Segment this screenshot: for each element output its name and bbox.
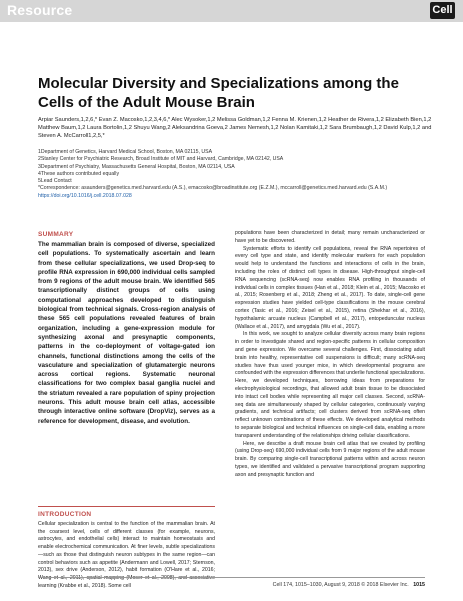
right-paragraph-1: populations have been characterized in detail; many remain uncharacterized or have yet to be discovered. [235,230,425,244]
right-paragraph-3: In this work, we sought to analyze cellular diversity across many brain regions in order to investigate shared and region-specific patterns in cellular composition and gene expression. We overcame several challenges. First, dissociating adult brain into healthy, representative cell suspensions is difficult; many scRNA-seq studies have thus used younger mice, in which developmental programs are confounded with the expression differences that underlie functional specializations. Here, we developed techniques, borrowing ideas from preparations for electrophysiological recordings, that allowed adult brain tissue to be dissociated into intact cell bodies while representing all major cell classes. Second, scRNA-seq data are simultaneously shaped by cellular categories, continuously varying gradients, and technical artifacts; cell clusters derived from scRNA-seq often reflect unknown combinations of these effects. We developed analytical methods to separate biological and technical influences on single-cell data, enabling a more transparent understanding of the relationships driving cellular classifications. [235,331,425,439]
affiliation-1: 1Department of Genetics, Harvard Medical School, Boston, MA 02115, USA [38,149,213,155]
page-footer [273,582,425,588]
affiliation-4: 4These authors contributed equally [38,170,120,177]
article-title: Molecular Diversity and Specializations among the Cells of the Adult Mouse Brain [38,75,399,111]
correspondence: *Correspondence: asaunders@genetics.med.harvard.edu (A.S.), emacosko@broadinstitute.org (E.Z.M.), mccarroll@genetics.med.harvard.edu (S.A.M.) [38,185,388,192]
affiliation-5: 5Lead Contact [38,178,72,185]
summary-heading: SUMMARY [38,231,74,238]
introduction-heading: INTRODUCTION [38,511,92,518]
affiliation-2: 2Stanley Center for Psychiatric Research, Broad Institute of MIT and Harvard, Cambridge, MA 02142, USA [38,156,284,163]
journal-logo: Cell [430,2,455,19]
footer-rule [38,577,425,578]
section-label: Resource [7,2,73,18]
section-divider [38,506,215,507]
doi-link[interactable]: https://doi.org/10.1016/j.cell.2018.07.028 [38,192,132,199]
page-number: 1015 [413,582,425,588]
affiliation-3: 3Department of Psychiatry, Massachusetts General Hospital, Boston, MA 02114, USA [38,163,235,170]
right-paragraph-2: Systematic efforts to identify cell populations, reveal the RNA repertoires of every cell type and state, and identify molecular markers for each population would help to understand the functions and interactions of cells in the brain, including the roles of distinct cell types in disease. High-throughput single-cell RNA sequencing (scRNA-seq) now enables RNA profiling in thousands of individual cells in complex tissues (Han et al., 2018; Klein et al., 2015; Macosko et al., 2015; Rosenberg et al., 2018; Zheng et al., 2017). To date, single-cell gene expression studies have yielded cell-type classifications in the mouse cerebral cortex (Tasic et al., 2016; Zeisel et al., 2015), retina (Shekhar et al., 2016), hypothalamic arcuate nucleus (Campbell et al., 2017), entopeduncular nucleus (Wallace et al., 2017), and amygdala (Wu et al., 2017). [235,245,425,330]
section-header-bar [0,0,463,22]
affiliations [38,149,438,200]
summary-text: The mammalian brain is composed of diverse, specialized cell populations. To systematically ascertain and learn from these cellular specializations, we used Drop-seq to profile RNA expression in 690,000 individual cells sampled from 9 regions of the adult mouse brain. We identified 565 transcriptionally distinct groups of cells using computational approaches developed to distinguish biological from technical signals. Cross-region analysis of these 565 cell populations revealed features of brain organization, including a gene-expression module for synthesizing axonal and presynaptic components, patterns in the co-deployment of voltage-gated ion channels, functional distinctions among the cells of the vasculature and specialization of glutamatergic neurons across cortical regions. Systematic neuronal classifications for two complex basal ganglia nuclei and the striatum revealed a rare population of spiny projection neurons. This adult mouse brain cell atlas, accessible through interactive online software (DropViz), serves as a reference for development, disease, and evolution. [38,241,215,425]
right-column [235,230,425,480]
introduction-text: Cellular specialization is central to the function of the mammalian brain. At the coarsest level, cells of different classes (for example, neurons, astrocytes, and endothelial cells) interact to maintain homeostasis and enable electrochemical communication. At finer levels, subtle specializations—such as those that distinguish neuron subtypes in the same region—can control behaviors such as appetite (Andermann and Lowell, 2017; Sternson, 2013), sex drive (Anderson, 2012), habit formation (O'Hare et al., 2016; learning (Krabbe et al., 2018). Some cell [38,521,215,589]
right-paragraph-4: Here, we describe a draft mouse brain cell atlas that we created by profiling (using Drop-seq) 690,000 individual cells from 9 major regions of the adult mouse brain. By comparing single-cell transcriptional patterns within and across neuron types, we identified and validated a pervasive transcriptional program supporting axon and presynaptic function and [235,440,425,478]
author-list: Arpiar Saunders,1,2,6,* Evan Z. Macosko,1,2,3,4,6,* Alec Wysoker,1,2 Melissa Goldman,1,2 Fenna M. Krienen,1,2 Heather de Rivera,1,2 Elizabeth Bien,1,2 Matthew Baum,1,2 Laura Bortolin,1,2 Shuyu Wang,2 Aleksandrina Goeva,2 James Nemesh,1,2 Nolan Kamitaki,1,2 Sara Brumbaugh,1,2 David Kulp,1,2 and Steven A. McCarroll1,2,5,* [38,117,432,139]
footer-citation: Cell 174, 1015–1030, August 9, 2018 © 2018 Elsevier Inc. [272,582,409,588]
